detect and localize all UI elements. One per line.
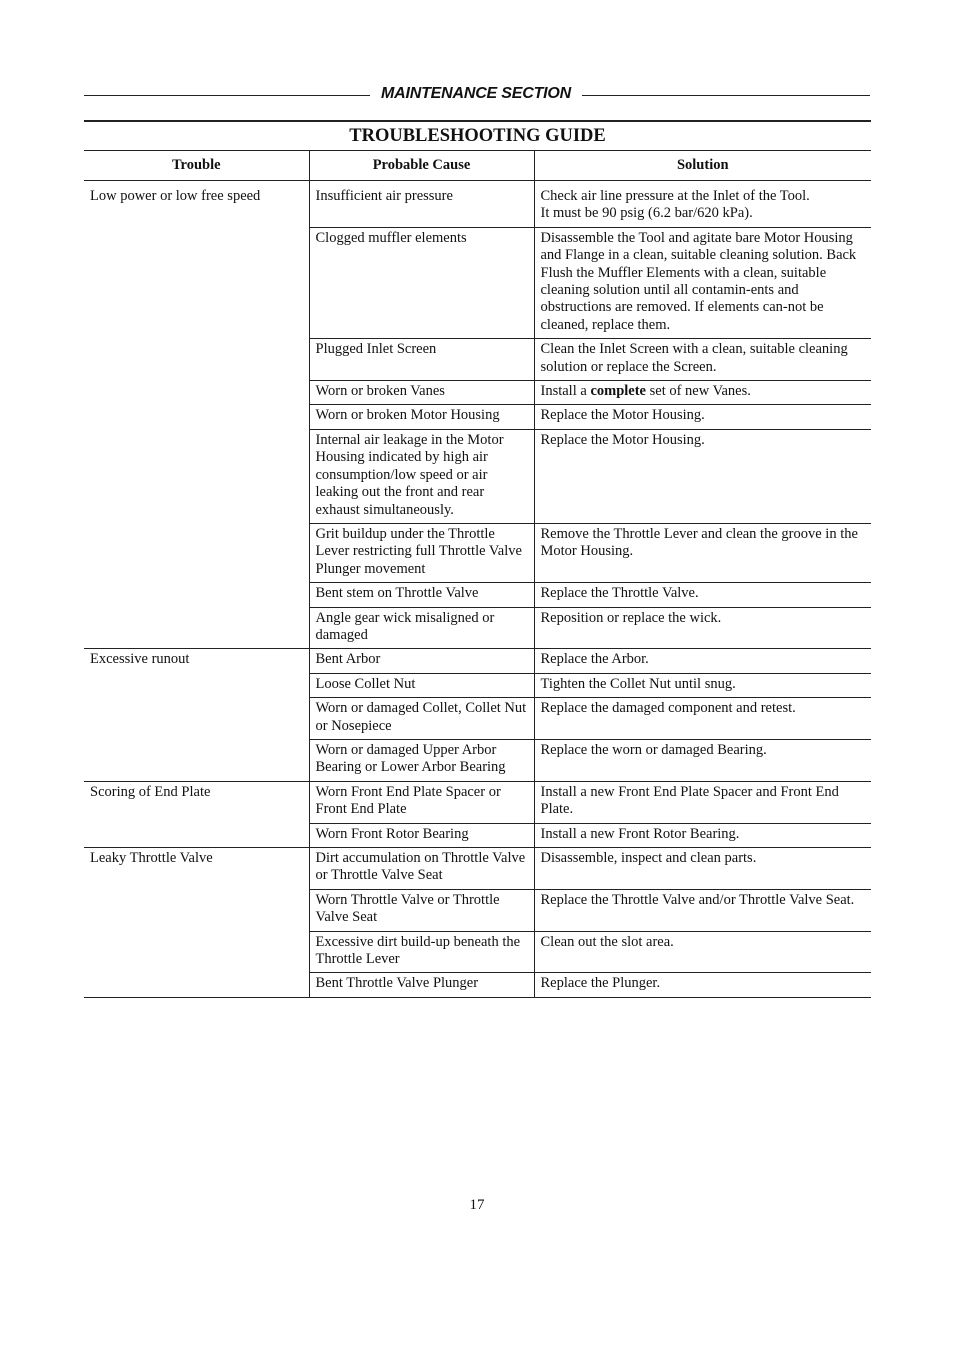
trouble-cell xyxy=(84,381,309,405)
table-row xyxy=(84,583,871,607)
solution-text: Reposition or replace the wick. xyxy=(540,609,722,626)
solution-text: Replace the worn or damaged Bearing. xyxy=(540,741,767,758)
solution-cell xyxy=(534,381,871,405)
solution-text: Clean out the slot area. xyxy=(540,933,674,950)
solution-cell xyxy=(534,889,871,931)
probable-cause-cell: Plugged Inlet Screen xyxy=(309,339,534,381)
solution-text: Replace the Arbor. xyxy=(540,651,649,668)
probable-cause-cell: Bent stem on Throttle Valve xyxy=(309,583,534,607)
table-row xyxy=(84,523,871,582)
table-row xyxy=(84,607,871,649)
column-header-trouble: Trouble xyxy=(84,151,309,181)
probable-cause-cell: Worn Front End Plate Spacer or Front End Plate xyxy=(309,781,534,823)
table-row xyxy=(84,931,871,973)
solution-cell xyxy=(534,739,871,781)
section-title: MAINTENANCE SECTION xyxy=(381,85,571,102)
solution-text: It must be 90 psig (6.2 bar/620 kPa). xyxy=(540,205,753,222)
table-row xyxy=(84,227,871,338)
solution-text: Replace the Throttle Valve and/or Throttle Valve Seat. xyxy=(540,891,855,908)
trouble-cell xyxy=(84,583,309,607)
page-number: 17 xyxy=(469,1197,485,1213)
table-row xyxy=(84,739,871,781)
header-rule-right xyxy=(582,95,870,96)
trouble-cell: Scoring of End Plate xyxy=(84,781,309,823)
trouble-cell xyxy=(84,523,309,582)
probable-cause-cell: Internal air leakage in the Motor Housing indicated by high air consumption/low speed or air leaking out the front and rear exhaust simultaneously. xyxy=(309,429,534,523)
trouble-cell: Low power or low free speed xyxy=(84,181,309,228)
solution-cell xyxy=(534,931,871,973)
solution-text: Replace the damaged component and retest. xyxy=(540,700,796,717)
table-body xyxy=(84,181,871,998)
solution-cell xyxy=(534,973,871,997)
solution-emphasis: complete xyxy=(590,383,646,400)
table-row xyxy=(84,405,871,429)
solution-cell xyxy=(534,181,871,228)
probable-cause-cell: Clogged muffler elements xyxy=(309,227,534,338)
probable-cause-cell: Bent Throttle Valve Plunger xyxy=(309,973,534,997)
table-row xyxy=(84,339,871,381)
solution-text: Replace the Plunger. xyxy=(540,975,661,992)
probable-cause-cell: Worn Throttle Valve or Throttle Valve Seat xyxy=(309,889,534,931)
trouble-cell: Leaky Throttle Valve xyxy=(84,848,309,890)
solution-text: Install a new Front End Plate Spacer and Front End Plate. xyxy=(540,783,839,818)
probable-cause-cell: Grit buildup under the Throttle Lever restricting full Throttle Valve Plunger movement xyxy=(309,523,534,582)
solution-text: Install a xyxy=(540,383,591,400)
table-row xyxy=(84,649,871,673)
table-header-row xyxy=(84,151,871,181)
solution-text: Clean the Inlet Screen with a clean, suitable cleaning solution or replace the Screen. xyxy=(540,341,848,375)
trouble-cell: Excessive runout xyxy=(84,649,309,673)
solution-text: Check air line pressure at the Inlet of the Tool. xyxy=(540,188,810,204)
solution-cell xyxy=(534,698,871,740)
section-header xyxy=(84,84,870,104)
trouble-cell xyxy=(84,931,309,973)
column-header-cause: Probable Cause xyxy=(309,151,534,181)
table-row xyxy=(84,429,871,523)
solution-cell xyxy=(534,429,871,523)
probable-cause-cell: Loose Collet Nut xyxy=(309,673,534,697)
solution-cell xyxy=(534,823,871,847)
trouble-cell xyxy=(84,823,309,847)
solution-text: Tighten the Collet Nut until snug. xyxy=(540,675,736,692)
table-row xyxy=(84,973,871,997)
probable-cause-cell: Worn or damaged Collet, Collet Nut or Nosepiece xyxy=(309,698,534,740)
table-row xyxy=(84,781,871,823)
trouble-cell xyxy=(84,227,309,338)
table-row xyxy=(84,381,871,405)
troubleshooting-guide xyxy=(84,120,871,998)
trouble-cell xyxy=(84,607,309,649)
table-row xyxy=(84,889,871,931)
probable-cause-cell: Angle gear wick misaligned or damaged xyxy=(309,607,534,649)
solution-cell xyxy=(534,227,871,338)
solution-text: Replace the Throttle Valve. xyxy=(540,585,699,602)
probable-cause-cell: Worn Front Rotor Bearing xyxy=(309,823,534,847)
probable-cause-cell: Excessive dirt build-up beneath the Throttle Lever xyxy=(309,931,534,973)
probable-cause-cell: Insufficient air pressure xyxy=(309,181,534,228)
table-row xyxy=(84,823,871,847)
solution-cell xyxy=(534,781,871,823)
solution-cell xyxy=(534,339,871,381)
solution-cell xyxy=(534,848,871,890)
header-rule-left xyxy=(84,95,370,96)
trouble-cell xyxy=(84,889,309,931)
table-row xyxy=(84,848,871,890)
solution-cell xyxy=(534,649,871,673)
trouble-cell xyxy=(84,405,309,429)
solution-text: Disassemble the Tool and agitate bare Motor Housing and Flange in a clean, suitable cleaning solution. Back Flush the Muffler Elements with a clean, suitable cleaning solution until all contamin-ents and obstructions are removed. If elements can-not be cleaned, replace them. xyxy=(540,229,857,333)
probable-cause-cell: Worn or broken Motor Housing xyxy=(309,405,534,429)
column-header-solution: Solution xyxy=(534,151,871,181)
table-row xyxy=(84,698,871,740)
solution-cell xyxy=(534,607,871,649)
solution-text: set of new Vanes. xyxy=(646,383,751,400)
probable-cause-cell: Dirt accumulation on Throttle Valve or Throttle Valve Seat xyxy=(309,848,534,890)
solution-cell xyxy=(534,673,871,697)
solution-cell xyxy=(534,523,871,582)
troubleshooting-table xyxy=(84,150,871,998)
trouble-cell xyxy=(84,429,309,523)
solution-text: Replace the Motor Housing. xyxy=(540,407,705,424)
solution-cell xyxy=(534,583,871,607)
trouble-cell xyxy=(84,739,309,781)
table-row xyxy=(84,181,871,228)
probable-cause-cell: Worn or broken Vanes xyxy=(309,381,534,405)
trouble-cell xyxy=(84,673,309,697)
solution-text: Remove the Throttle Lever and clean the groove in the Motor Housing. xyxy=(540,525,858,560)
trouble-cell xyxy=(84,339,309,381)
solution-text: Disassemble, inspect and clean parts. xyxy=(540,850,757,866)
trouble-cell xyxy=(84,698,309,740)
probable-cause-cell: Bent Arbor xyxy=(309,649,534,673)
probable-cause-cell: Worn or damaged Upper Arbor Bearing or Lower Arbor Bearing xyxy=(309,739,534,781)
solution-text: Install a new Front Rotor Bearing. xyxy=(540,825,740,842)
solution-cell xyxy=(534,405,871,429)
table-row xyxy=(84,673,871,697)
trouble-cell xyxy=(84,973,309,997)
solution-text: Replace the Motor Housing. xyxy=(540,431,705,448)
guide-title: TROUBLESHOOTING GUIDE xyxy=(84,120,871,150)
